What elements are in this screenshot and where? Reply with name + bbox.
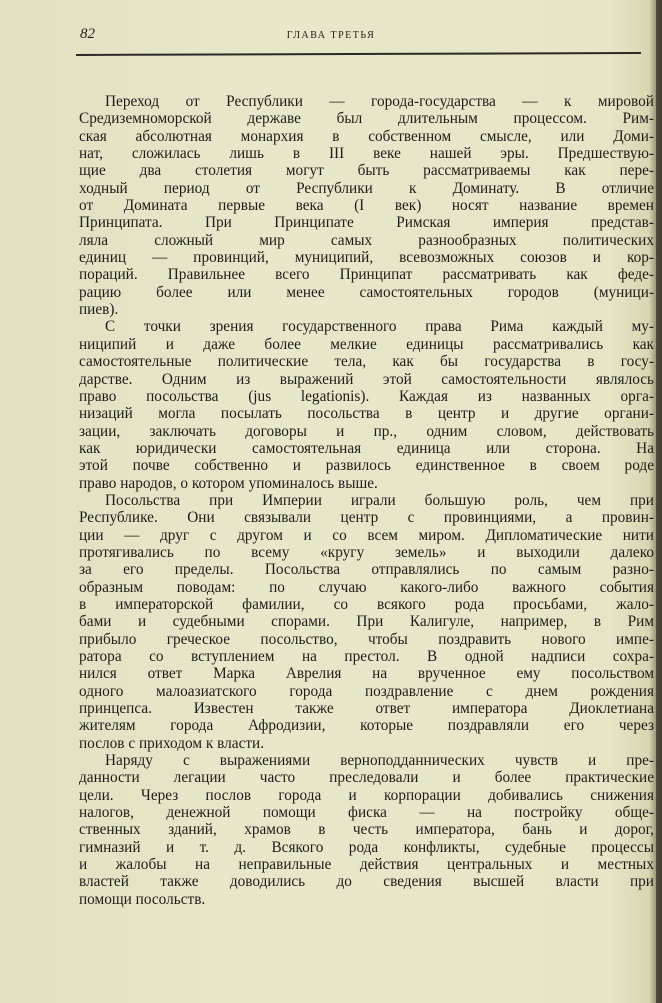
text-line: этой почве собственно и развилось единственное в своем роде	[79, 457, 654, 475]
text-line: одного малоазиатского города поздравление с днем рождения	[79, 682, 654, 700]
text-line: рацию более или менее самостоятельных городов (муници-	[79, 283, 654, 301]
text-line: ходный период от Республики к Доминату. В отличие	[79, 179, 654, 197]
text-line: ции — друг с другом и со всем миром. Дипломатические нити	[79, 526, 654, 544]
body-text	[79, 93, 654, 908]
text-line: помощи посольств.	[79, 890, 206, 908]
text-line: протягивались по всему «кругу земель» и выходили далеко	[79, 543, 654, 561]
text-line: Республике. Они связывали центр с провинциями, а провин-	[79, 509, 654, 527]
header-rule	[76, 52, 641, 56]
running-head: ГЛАВА ТРЕТЬЯ	[286, 30, 376, 41]
text-line: за его пределы. Посольства отправлялись по самым разно-	[79, 561, 654, 579]
text-line: пиев).	[79, 301, 119, 319]
text-line: ратора со вступлением на престол. В одной надписи сохра-	[79, 648, 654, 665]
text-line: Средиземноморской державе был длительным процессом. Рим-	[79, 110, 654, 128]
text-line: от Домината первые века (I век) носят название времен	[79, 197, 654, 215]
paragraph	[79, 93, 654, 318]
paragraph	[79, 752, 654, 908]
text-line: самостоятельные политические тела, как бы государства в госу-	[79, 353, 654, 371]
text-line: прибыло греческое посольство, чтобы поздравить нового импе-	[79, 630, 654, 648]
paragraph	[79, 318, 654, 491]
text-line: гимназий и т. д. Всякого рода конфликты, судебные процессы	[79, 838, 654, 856]
text-line: бами и судебными спорами. При Калигуле, например, в Рим	[79, 613, 654, 631]
text-line: С точки зрения государственного права Рима каждый му-	[105, 318, 654, 336]
text-line: налогов, денежной помощи фиска — на постройку обще-	[79, 804, 654, 822]
text-line: щие два столетия могут быть рассматриваемы как пере-	[79, 162, 654, 180]
text-line: пораций. Правильнее всего Принципат рассматривать как феде-	[79, 266, 654, 284]
text-line: ляла сложный мир самых разнообразных политических	[79, 231, 654, 249]
text-line: ственных зданий, храмов в честь императора, бань и дорог,	[79, 821, 654, 839]
text-line: в императорской фамилии, со всякого рода просьбами, жало-	[79, 595, 654, 613]
text-line: нился ответ Марка Аврелия на врученное ему посольством	[79, 665, 654, 683]
text-line: образным поводам: по случаю какого-либо важного события	[79, 578, 654, 596]
text-line: цели. Через послов города и корпорации добивались снижения	[79, 786, 654, 804]
text-line: ниципий и даже более мелкие единицы рассматривались как	[79, 335, 654, 353]
text-line: единиц — провинций, муниципий, всевозможных союзов и кор-	[79, 249, 654, 267]
text-line: властей также доводились до сведения высшей власти при	[79, 873, 654, 891]
page-edge-shadow	[656, 0, 662, 1003]
text-line: и жалобы на неправильные действия центральных и местных	[79, 856, 654, 874]
text-line: жителям города Афродизии, которые поздравляли его через	[79, 717, 654, 735]
text-line: Наряду с выражениями верноподданнических чувств и пре-	[105, 752, 654, 770]
text-line: право народов, о котором упоминалось выше.	[79, 474, 378, 492]
text-line: Переход от Республики — города-государства — к мировой	[105, 93, 654, 110]
text-line: ская абсолютная монархия в собственном смысле, или Доми-	[79, 127, 654, 145]
text-line: данности легации часто преследовали и более практические	[79, 769, 654, 787]
text-line: нат, сложилась лишь в III веке нашей эры. Предшествую-	[79, 145, 654, 163]
text-line: зации, заключать договоры и пр., одним словом, действовать	[79, 422, 654, 440]
text-line: Посольства при Империи играли большую роль, чем при	[105, 491, 654, 509]
text-line: как юридически самостоятельная единица или сторона. На	[79, 439, 654, 457]
text-line: право посольства (jus legationis). Каждая из названных орга-	[79, 387, 654, 405]
text-line: послов с приходом к власти.	[79, 734, 265, 752]
page-number: 82	[80, 26, 95, 42]
text-line: Принципата. При Принципате Римская империя представ-	[79, 214, 654, 232]
paragraph	[79, 492, 654, 752]
text-line: низаций могла посылать посольства в центр и другие органи-	[79, 405, 654, 423]
text-line: принцепса. Известен также ответ императора Диоклетиана	[79, 700, 654, 718]
text-line: дарстве. Одним из выражений этой самостоятельности являлось	[79, 370, 654, 388]
